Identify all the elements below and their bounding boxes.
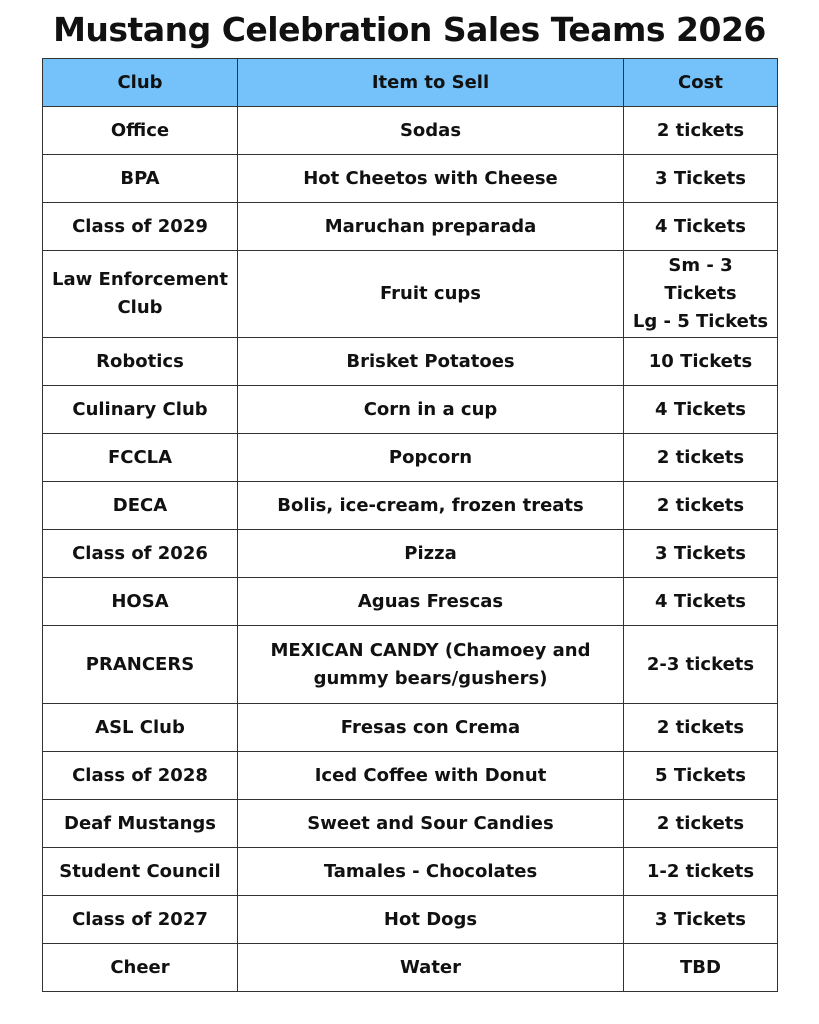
club-cell: Class of 2029 (43, 203, 238, 251)
item-cell: Hot Dogs (238, 896, 624, 944)
table-row (43, 155, 778, 203)
cost-cell: 4 Tickets (624, 386, 778, 434)
club-cell: Class of 2028 (43, 752, 238, 800)
cost-line-small: Sm - 3 Tickets (664, 255, 737, 304)
club-cell: Office (43, 107, 238, 155)
club-cell: ASL Club (43, 704, 238, 752)
cost-cell (624, 251, 778, 338)
club-cell: BPA (43, 155, 238, 203)
item-cell: Corn in a cup (238, 386, 624, 434)
table-row (43, 800, 778, 848)
table-row (43, 530, 778, 578)
cost-cell: 3 Tickets (624, 530, 778, 578)
column-header-club: Club (43, 59, 238, 107)
item-cell: Sweet and Sour Candies (238, 800, 624, 848)
column-header-item: Item to Sell (238, 59, 624, 107)
item-cell: Water (238, 944, 624, 992)
item-cell: Iced Coffee with Donut (238, 752, 624, 800)
cost-line-large: Lg - 5 Tickets (632, 311, 769, 332)
cost-cell: 2 tickets (624, 434, 778, 482)
table-row (43, 386, 778, 434)
club-cell: Culinary Club (43, 386, 238, 434)
item-cell: Aguas Frescas (238, 578, 624, 626)
cost-cell: 3 Tickets (624, 896, 778, 944)
table-row (43, 752, 778, 800)
item-cell: Tamales - Chocolates (238, 848, 624, 896)
table-row (43, 848, 778, 896)
club-cell: Cheer (43, 944, 238, 992)
item-cell: Maruchan preparada (238, 203, 624, 251)
cost-cell: 2-3 tickets (624, 626, 778, 704)
table-row (43, 482, 778, 530)
item-cell: Sodas (238, 107, 624, 155)
table-row (43, 338, 778, 386)
club-cell: HOSA (43, 578, 238, 626)
club-cell: FCCLA (43, 434, 238, 482)
club-cell: Robotics (43, 338, 238, 386)
item-cell: Fresas con Crema (238, 704, 624, 752)
club-cell: PRANCERS (43, 626, 238, 704)
table-row (43, 704, 778, 752)
item-cell: Hot Cheetos with Cheese (238, 155, 624, 203)
cost-cell: 3 Tickets (624, 155, 778, 203)
item-cell: Fruit cups (238, 251, 624, 338)
table-header-row (43, 59, 778, 107)
table-row (43, 578, 778, 626)
cost-cell: 5 Tickets (624, 752, 778, 800)
page-title: Mustang Celebration Sales Teams 2026 (53, 10, 766, 49)
cost-cell: 4 Tickets (624, 578, 778, 626)
cost-cell: 1-2 tickets (624, 848, 778, 896)
item-cell: Brisket Potatoes (238, 338, 624, 386)
club-cell: Class of 2026 (43, 530, 238, 578)
cost-cell: 2 tickets (624, 800, 778, 848)
table-row (43, 434, 778, 482)
cost-cell: 2 tickets (624, 704, 778, 752)
column-header-cost: Cost (624, 59, 778, 107)
table-row (43, 107, 778, 155)
item-cell: Popcorn (238, 434, 624, 482)
club-cell: Student Council (43, 848, 238, 896)
table-row (43, 251, 778, 338)
sales-teams-table (42, 58, 778, 992)
item-cell: Bolis, ice-cream, frozen treats (238, 482, 624, 530)
cost-cell: 4 Tickets (624, 203, 778, 251)
item-cell: Pizza (238, 530, 624, 578)
item-cell: MEXICAN CANDY (Chamoey and gummy bears/gushers) (238, 626, 624, 704)
club-cell: Class of 2027 (43, 896, 238, 944)
table-row (43, 896, 778, 944)
table-row (43, 203, 778, 251)
club-cell: DECA (43, 482, 238, 530)
table-row (43, 944, 778, 992)
cost-cell: TBD (624, 944, 778, 992)
club-cell: Deaf Mustangs (43, 800, 238, 848)
cost-cell: 10 Tickets (624, 338, 778, 386)
cost-cell: 2 tickets (624, 107, 778, 155)
club-cell: Law Enforcement Club (43, 251, 238, 338)
table-row (43, 626, 778, 704)
cost-cell: 2 tickets (624, 482, 778, 530)
